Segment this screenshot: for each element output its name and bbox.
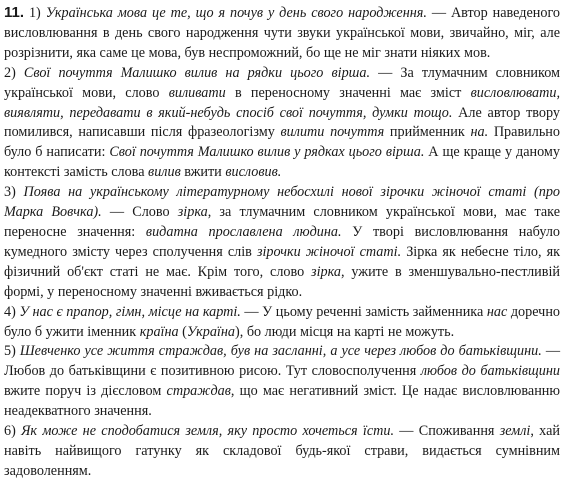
item-text: , що має негативний зміст. Це надає висловлюванню неадекватного значення. (4, 383, 560, 420)
item-text: , ужите в зменшувально-пестливій формі, у переносному значенні вживається рідко. (4, 263, 560, 300)
item-text: — Любов до батьківщини є позитивною рисою. Тут словосполучення (4, 343, 561, 380)
exercise-content (4, 3, 560, 482)
item-text: , за тлумачним словником української мови, має таке переносне значення: (4, 204, 560, 240)
item-text: — Автор наведеного висловлювання в день свого народження чути звуки української мови, звичайно, міг, але розрізнити, яка саме це мова, був неспроможний, бо ще не міг знати ніяких мов. (4, 5, 561, 61)
item-italic-text: зірка (177, 204, 208, 221)
item-italic-text: виливати (168, 84, 226, 101)
item-text: Але автор твору помилився, написавши після фразеологізму (4, 104, 560, 141)
exercise-item (4, 342, 560, 422)
item-text: — У цьому реченні замість займенника (240, 303, 487, 320)
item-label: 2) (4, 64, 16, 81)
item-text: ( (178, 323, 187, 340)
item-italic-text: висловив. (225, 164, 282, 181)
item-quote: Українська мова це те, що я почув у день свого народження. (45, 5, 427, 21)
exercise-item (4, 183, 560, 302)
item-text: А ще краще у даному контексті замість слова (4, 144, 561, 181)
item-italic-text: на. (470, 124, 489, 141)
item-italic-text: нас (486, 303, 508, 320)
item-label: 6) (4, 423, 16, 440)
exercise-item (4, 303, 560, 343)
item-text: вжити (180, 164, 226, 181)
item-text: У творі висловлювання набуло кумедного змісту через сполучення слів (4, 223, 560, 260)
item-italic-text: вилити почуття (280, 124, 385, 141)
item-italic-text: страждав (166, 383, 231, 400)
item-label: 1) (28, 5, 41, 21)
item-italic-text: любов до батьківщини (420, 363, 560, 380)
item-text: вжите поруч із дієсловом (4, 383, 167, 400)
item-text: ), бо люди місця на карті не можуть. (235, 323, 455, 340)
item-label: 4) (4, 303, 16, 320)
item-text: — За тлумачним словником української мови, слово (4, 64, 560, 101)
item-italic-text: Свої почуття Малишко вилив у рядках цього вірша. (109, 144, 425, 161)
item-text: — Слово (101, 204, 178, 221)
item-italic-text: землі (499, 423, 531, 440)
item-italic-text: країна (139, 323, 179, 340)
item-text: прийменник (384, 124, 471, 141)
item-italic-text: видатна прославлена людина. (145, 223, 342, 240)
item-quote: Свої почуття Малишко вилив на рядки цього вірша. (23, 64, 371, 81)
item-text: в переносному значенні має зміст (225, 84, 471, 101)
item-italic-text: вилив (148, 164, 181, 181)
item-text: Правильно було б написати: (4, 124, 560, 161)
exercise-item (4, 3, 560, 64)
item-label: 5) (4, 343, 16, 360)
item-text: , хай навіть найвищого гатунку як складової будь-якої страви, видається сумнівним задоволенням. (4, 423, 560, 479)
item-text: — Споживання (394, 423, 500, 440)
item-text: Зірка як небесне тіло, як фізичний об'єкт статі не має. Крім того, слово (4, 243, 561, 280)
item-italic-text: зірка (311, 263, 341, 280)
item-italic-text: зірочки жіночої статі. (256, 243, 402, 260)
item-text: доречно було б ужити іменник (4, 303, 561, 340)
exercise-item (4, 64, 560, 183)
item-quote: Як може не сподобатися земля, яку просто хочеться їсти. (21, 423, 395, 440)
item-italic-text: висловлювати, виявляти, передавати в який-небудь спосіб свої почуття, думки тощо. (4, 84, 560, 121)
item-italic-text: Україна (186, 323, 235, 340)
item-quote: У нас є прапор, гімн, місце на карті. (19, 303, 241, 320)
item-quote: Шевченко усе життя страждав, був на засланні, а усе через любов до батьківщини. (19, 343, 542, 360)
item-label: 3) (4, 184, 16, 201)
item-quote: Поява на українському літературному небосхилі нової зірочки жіночої статі (про Марка Вовчка). (4, 184, 561, 221)
exercise-number: 11. (4, 4, 25, 21)
